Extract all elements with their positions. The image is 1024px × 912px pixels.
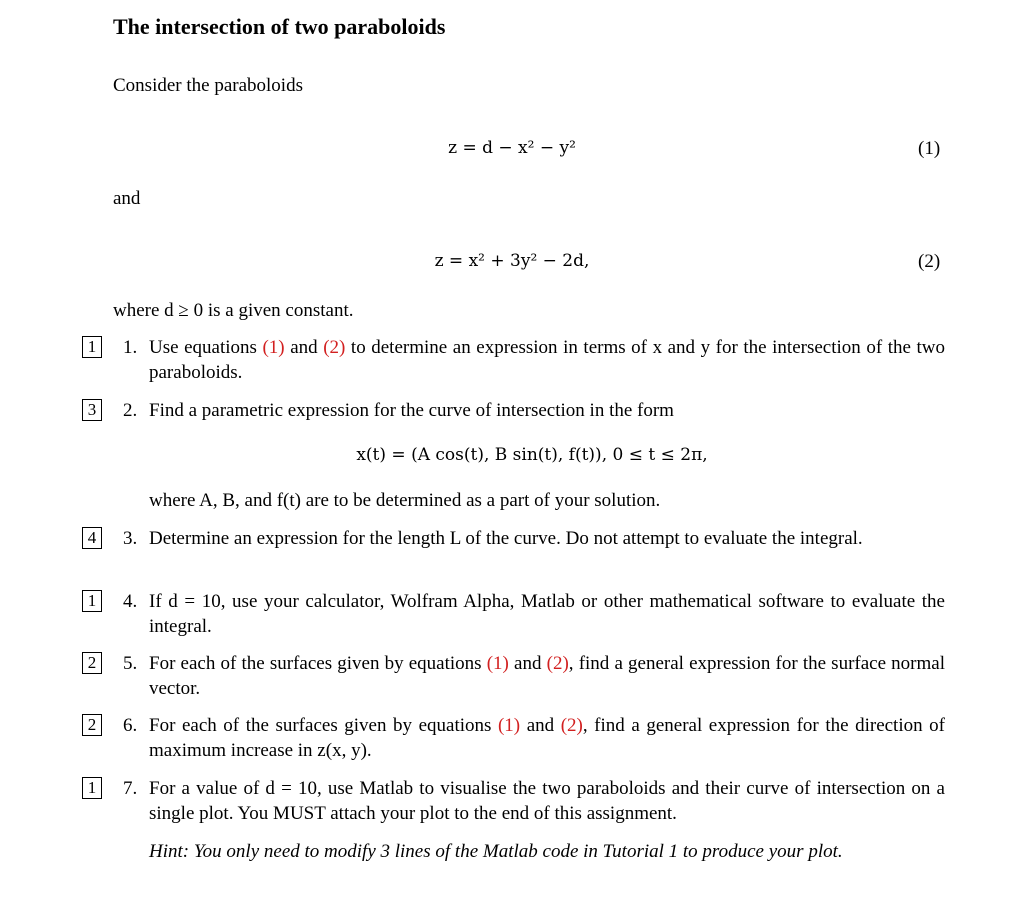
- question-text: If d = 10, use your calculator, Wolfram Alpha, Matlab or other mathematical software to evaluate the integral.: [149, 591, 945, 637]
- question-text: Find a parametric expression for the curve of intersection in the form: [149, 400, 674, 421]
- equation-2-ref[interactable]: (2): [560, 715, 583, 736]
- question-item-1: [123, 335, 945, 383]
- equation-1: z = d − x² − y²: [448, 138, 576, 158]
- question-item-2: [123, 398, 945, 423]
- question-text: Use equations (1) and (2) to determine an expression in terms of x and y for the intersection of the two paraboloids.: [149, 337, 945, 383]
- parametric-formula: x(t) = (A cos(t), B sin(t), f(t)), 0 ≤ t ≤ 2π,: [356, 445, 708, 465]
- question-number: 7.: [123, 778, 138, 799]
- equation-2-number: (2): [918, 251, 941, 272]
- and-text: and: [113, 188, 141, 209]
- equation-1-ref[interactable]: (1): [497, 715, 521, 736]
- marks-box: 2: [82, 652, 102, 674]
- question-item-3: [123, 526, 945, 551]
- equation-2: z = x² + 3y² − 2d,: [434, 251, 590, 271]
- question-text: Determine an expression for the length L of the curve. Do not attempt to evaluate the integral.: [149, 528, 863, 549]
- hint-text: Hint: You only need to modify 3 lines of the Matlab code in Tutorial 1 to produce your plot.: [149, 841, 843, 862]
- question-item-6: [123, 713, 946, 761]
- marks-box: 1: [82, 590, 102, 612]
- question-item-7: [123, 776, 945, 824]
- equation-1-ref[interactable]: (1): [262, 337, 285, 358]
- question-number: 6.: [123, 715, 138, 736]
- marks-box: 2: [82, 714, 102, 736]
- question-item-4: [123, 589, 945, 637]
- question-number: 2.: [123, 400, 138, 421]
- question-number: 3.: [123, 528, 138, 549]
- equation-2-ref[interactable]: (2): [323, 337, 346, 358]
- intro-text: Consider the paraboloids: [113, 75, 303, 96]
- marks-box: 1: [82, 777, 102, 799]
- question-text: For each of the surfaces given by equations (1) and (2), find a general expression for the surface normal vector.: [149, 653, 945, 699]
- question-number: 4.: [123, 591, 138, 612]
- question-text-continued: where A, B, and f(t) are to be determined as a part of your solution.: [149, 490, 661, 511]
- question-text: For a value of d = 10, use Matlab to visualise the two paraboloids and their curve of intersection on a single plot. You MUST attach your plot to the end of this assignment.: [149, 778, 945, 824]
- equation-1-ref[interactable]: (1): [486, 653, 509, 674]
- question-number: 5.: [123, 653, 138, 674]
- marks-box: 4: [82, 527, 102, 549]
- question-text: For each of the surfaces given by equations (1) and (2), find a general expression for the direction of maximum increase in z(x, y).: [149, 715, 946, 761]
- equation-1-number: (1): [918, 138, 941, 159]
- equation-2-ref[interactable]: (2): [546, 653, 569, 674]
- question-item-5: [123, 651, 945, 699]
- page-title: The intersection of two paraboloids: [113, 14, 446, 39]
- marks-box: 1: [82, 336, 102, 358]
- question-number: 1.: [123, 337, 138, 358]
- where-text: where d ≥ 0 is a given constant.: [113, 300, 354, 321]
- marks-box: 3: [82, 399, 102, 421]
